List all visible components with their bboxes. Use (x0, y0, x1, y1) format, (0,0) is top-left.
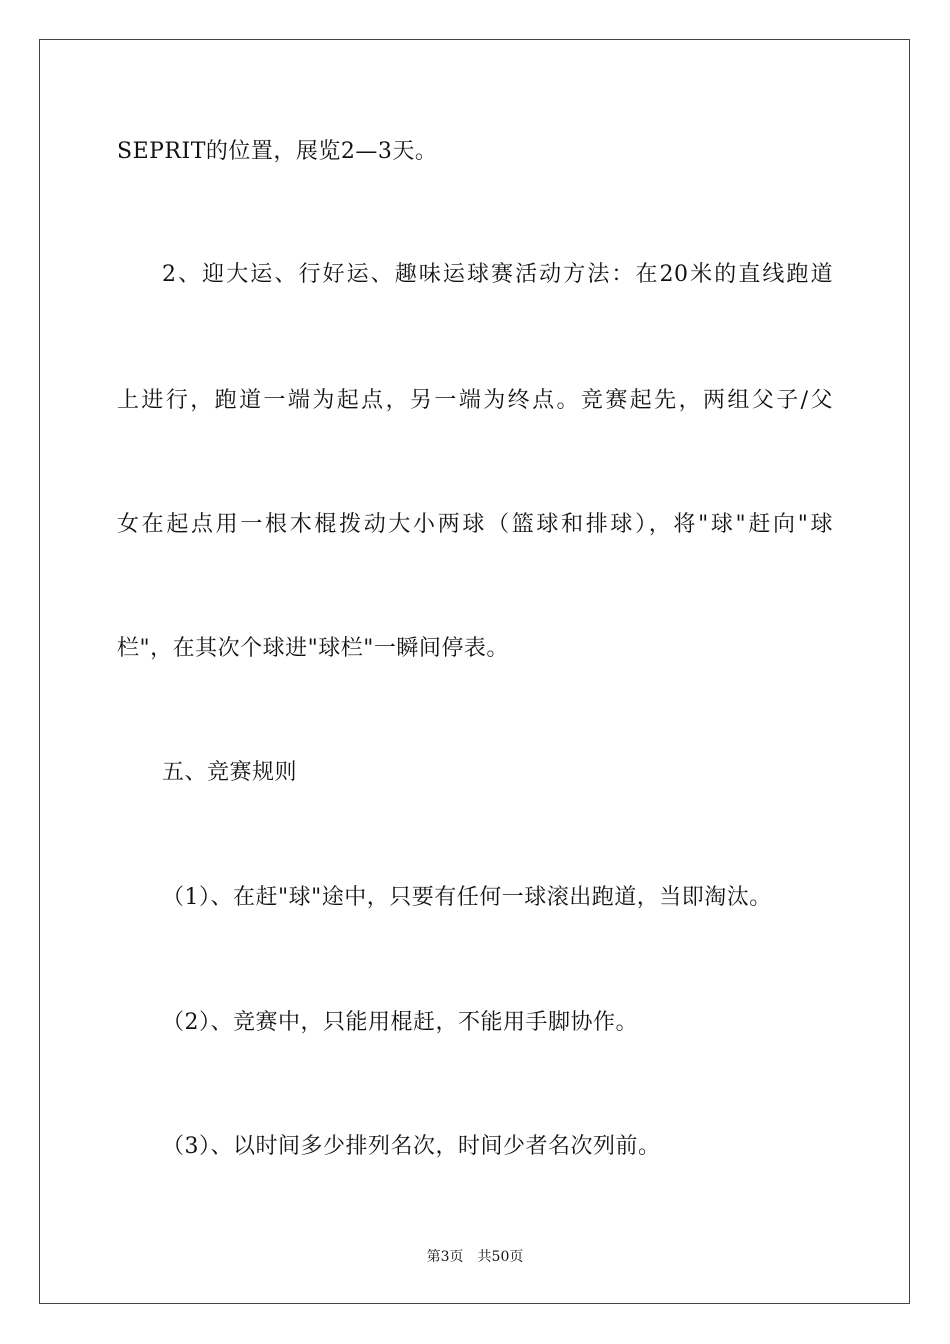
page-footer (0, 1247, 950, 1267)
page-number: 第3页 (426, 1249, 464, 1265)
text-line-4: 女在起点用一根木棍拨动大小两球（篮球和排球），将"球"赶向"球 (117, 512, 833, 537)
rule-item-2: （2）、竞赛中，只能用棍赶，不能用手脚协作。 (162, 1010, 638, 1035)
text-line-3: 上进行，跑道一端为起点，另一端为终点。竞赛起先，两组父子/父 (117, 388, 833, 413)
section-heading-rules: 五、竞赛规则 (162, 760, 298, 785)
page-total: 共50页 (477, 1249, 524, 1265)
rule-item-3: （3）、以时间多少排列名次，时间少者名次列前。 (162, 1134, 661, 1159)
text-line-2: 2、迎大运、行好运、趣味运球赛活动方法：在20米的直线跑道 (162, 262, 833, 287)
rule-item-1: （1）、在赶"球"途中，只要有任何一球滚出跑道，当即淘汰。 (162, 885, 772, 910)
text-line-5: 栏"，在其次个球进"球栏"一瞬间停表。 (117, 636, 509, 661)
page-border (39, 39, 910, 1304)
text-line-1: SEPRIT的位置，展览2—3天。 (117, 139, 438, 164)
